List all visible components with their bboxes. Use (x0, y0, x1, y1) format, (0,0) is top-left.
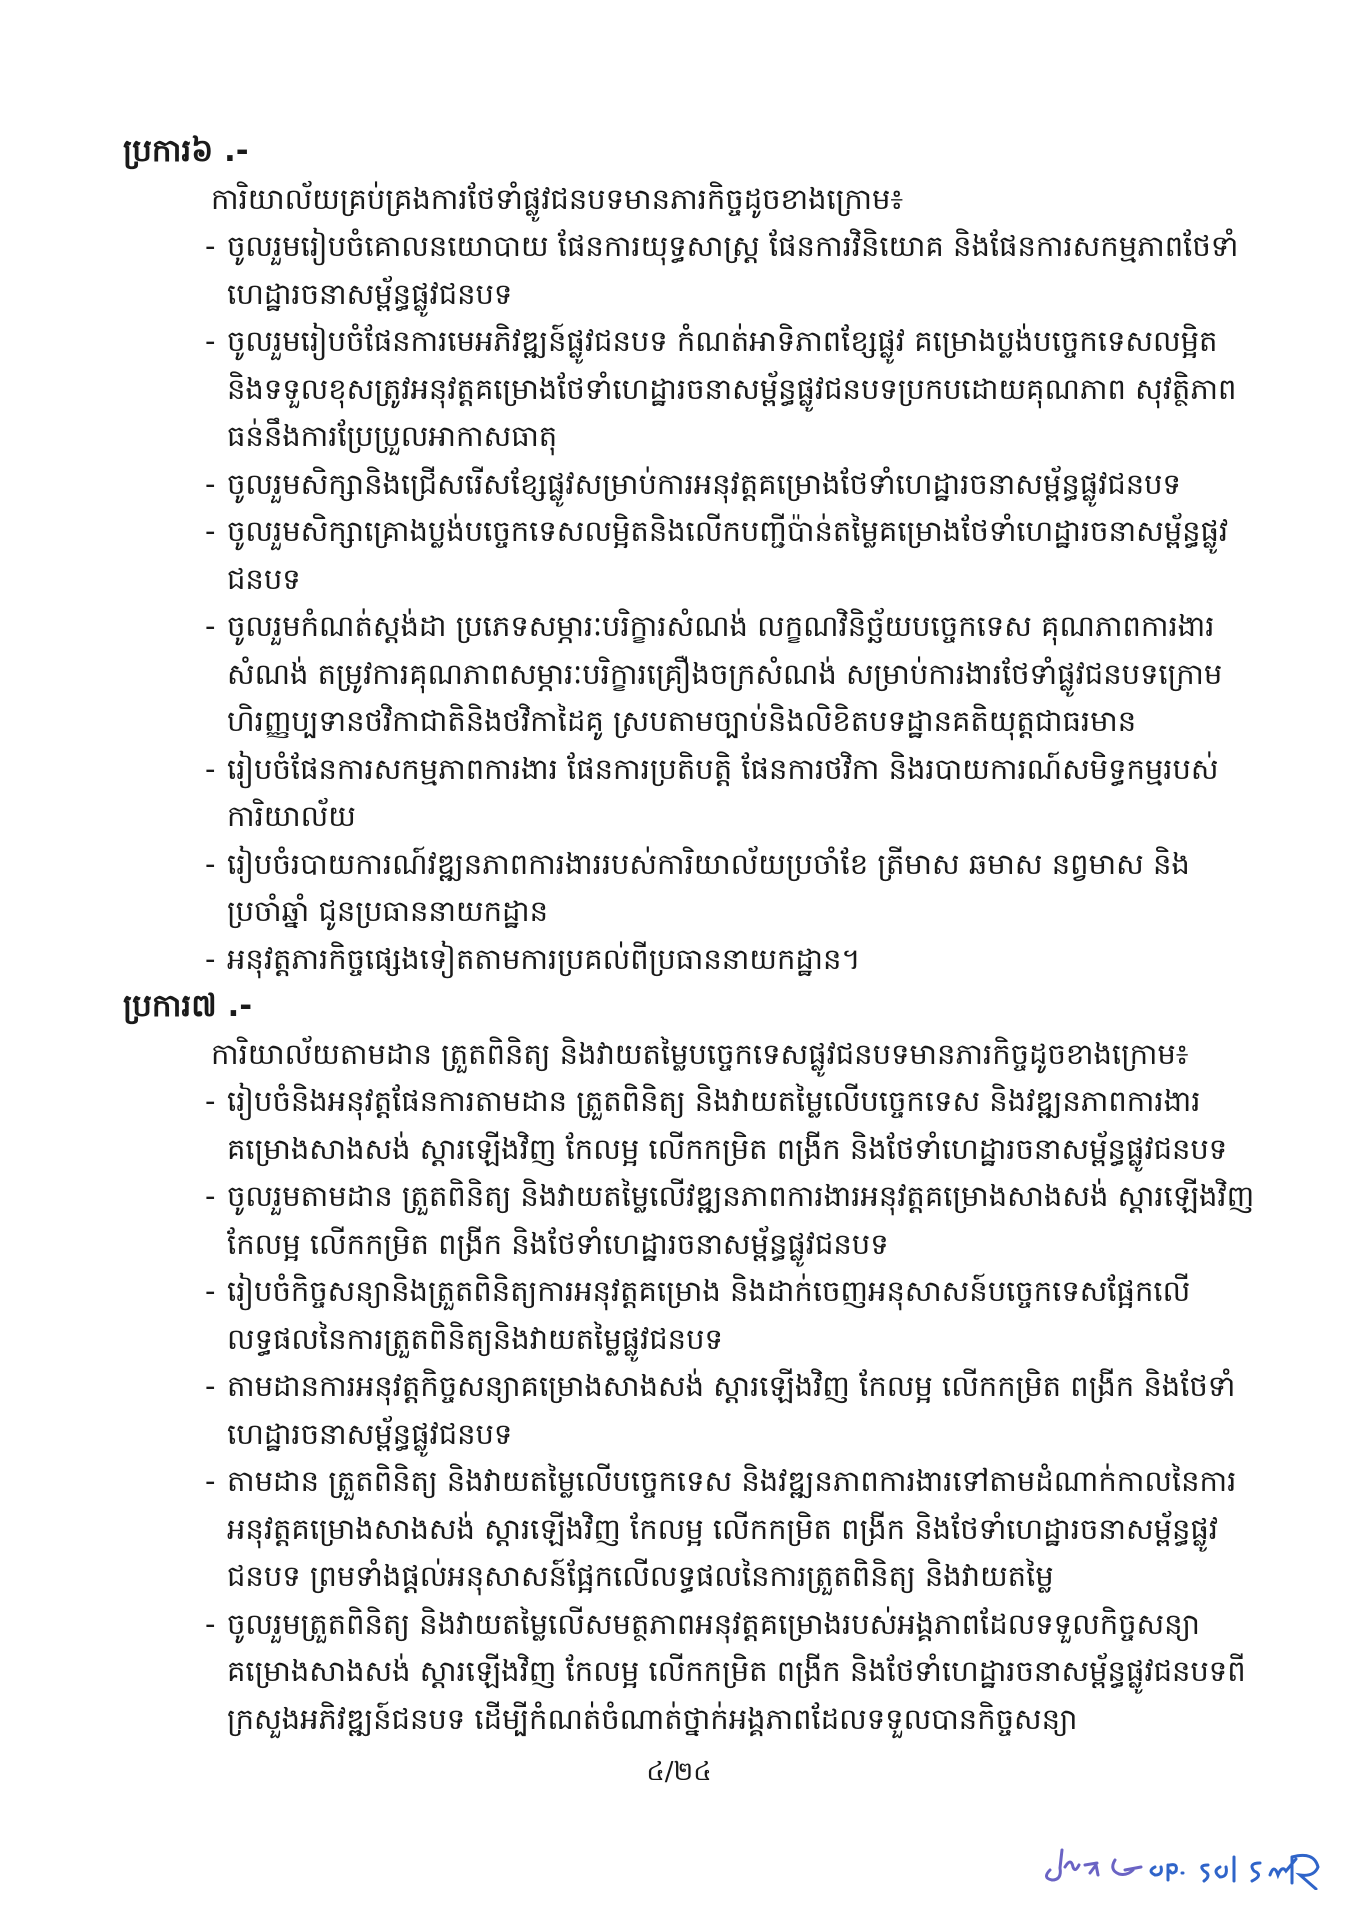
list-item-line: គម្រោងសាងសង់ ស្តារឡើងវិញ កែលម្អ លើកកម្រិត ពង្រីក និងថែទាំហេដ្ឋារចនាសម្ព័ន្ធផ្លូវជនបទ (227, 1131, 1228, 1166)
list-item-line: សំណង់ តម្រូវការគុណភាពសម្ភារៈបរិក្ខារគ្រឿងចក្រសំណង់ សម្រាប់ការងារថែទាំផ្លូវជនបទក្រោម (227, 656, 1223, 691)
list-item-line: ជនបទ ព្រមទាំងផ្តល់អនុសាសន៍ផ្អែកលើលទ្ធផលនៃការត្រួតពិនិត្យ និងវាយតម្លៃ (227, 1559, 1054, 1593)
bullet-dash: - (205, 1369, 216, 1403)
bullet-dash: - (205, 1274, 216, 1308)
list-item-line: ហិរញ្ញប្បទានថវិកាជាតិនិងថវិកាដៃគូ ស្របតាមច្បាប់និងលិខិតបទដ្ឋានគតិយុត្តជាធរមាន (227, 704, 1137, 738)
list-item-line: គម្រោងសាងសង់ ស្តារឡើងវិញ កែលម្អ លើកកម្រិត ពង្រីក និងថែទាំហេដ្ឋារចនាសម្ព័ន្ធផ្លូវជនបទពី (227, 1654, 1246, 1688)
list-item (205, 841, 1243, 936)
section-intro: ការិយាល័យគ្រប់គ្រងការថែទាំផ្លូវជនបទមានភារកិច្ចដូចខាងក្រោម៖ (211, 181, 904, 216)
list-item-line: កែលម្អ លើកកម្រិត ពង្រីក និងថែទាំហេដ្ឋារចនាសម្ព័ន្ធផ្លូវជនបទ (227, 1226, 889, 1261)
bullet-dash: - (205, 609, 216, 643)
list-item (205, 461, 1243, 509)
list-item (205, 1363, 1243, 1458)
list-item-line: និងទទួលខុសត្រូវអនុវត្តគម្រោងថែទាំហេដ្ឋារចនាសម្ព័ន្ធផ្លូវជនបទប្រកបដោយគុណភាព សុវត្ថិភាព (227, 371, 1237, 406)
list-item-line: រៀបចំកិច្ចសន្យានិងត្រួតពិនិត្យការអនុវត្តគម្រោង និងដាក់ចេញអនុសាសន៍បច្ចេកទេសផ្អែកលើ (227, 1274, 1191, 1308)
bullet-dash: - (205, 751, 216, 786)
list-item-line: ចូលរួមសិក្សាគ្រោងប្លង់បច្ចេកទេសលម្អិតនិងលើកបញ្ជីប៉ាន់តម្លៃគម្រោងថែទាំហេដ្ឋារចនាសម្ព័ន្ធផ្លូវ (227, 514, 1229, 548)
list-item-line: ចូលរួមត្រួតពិនិត្យ និងវាយតម្លៃលើសមត្ថភាពអនុវត្តគម្រោងរបស់អង្គភាពដែលទទួលកិច្ចសន្យា (227, 1606, 1200, 1641)
list-item-line: ជនបទ (227, 561, 301, 596)
list-item (205, 1458, 1243, 1601)
signature-initials (1030, 1835, 1350, 1890)
list-item-line: ចូលរួមរៀបចំផែនការមេអភិវឌ្ឍន៍ផ្លូវជនបទ កំណត់អាទិភាពខ្សែផ្លូវ គម្រោងប្លង់បច្ចេកទេសលម្អិត (227, 324, 1218, 358)
list-item (205, 746, 1243, 841)
list-item (205, 223, 1243, 318)
list-item-line: តាមដានការអនុវត្តកិច្ចសន្យាគម្រោងសាងសង់ ស្តារឡើងវិញ កែលម្អ លើកកម្រិត ពង្រីក និងថែទាំ (227, 1369, 1236, 1403)
bullet-dash: - (205, 514, 216, 548)
list-item-line: ធន់នឹងការប្រែប្រួលអាកាសធាតុ (227, 419, 558, 453)
bullet-dash: - (205, 941, 216, 976)
list-item (205, 1173, 1255, 1268)
bullet-dash: - (205, 1464, 216, 1498)
list-item-line: អនុវត្តគម្រោងសាងសង់ ស្តារឡើងវិញ កែលម្អ លើកកម្រិត ពង្រីក និងថែទាំហេដ្ឋារចនាសម្ព័ន្ធផ្លូវ (227, 1511, 1218, 1546)
list-item-line: រៀបចំផែនការសកម្មភាពការងារ ផែនការប្រតិបត្តិ ផែនការថវិកា និងរបាយការណ៍សមិទ្ធកម្មរបស់ (227, 751, 1219, 786)
list-item-line: ប្រចាំឆ្នាំ ជូនប្រធាននាយកដ្ឋាន (227, 894, 549, 928)
list-item-line: រៀបចំនិងអនុវត្តផែនការតាមដាន ត្រួតពិនិត្យ និងវាយតម្លៃលើបច្ចេកទេស និងវឌ្ឍនភាពការងារ (227, 1084, 1201, 1118)
section-intro: ការិយាល័យតាមដាន ត្រួតពិនិត្យ និងវាយតម្លៃបច្ចេកទេសផ្លូវជនបទមានភារកិច្ចដូចខាងក្រោម៖ (211, 1036, 1189, 1071)
list-item-line: ចូលរួមកំណត់ស្តង់ដា ប្រភេទសម្ភារៈបរិក្ខារសំណង់ លក្ខណវិនិច្ឆ័យបច្ចេកទេស គុណភាពការងារ (227, 609, 1215, 643)
list-item-line: លទ្ធផលនៃការត្រួតពិនិត្យនិងវាយតម្លៃផ្លូវជនបទ (227, 1321, 723, 1356)
list-item (205, 603, 1243, 746)
bullet-dash: - (205, 466, 216, 501)
list-item-line: ក្រសួងអភិវឌ្ឍន៍ជនបទ ដើម្បីកំណត់ចំណាត់ថ្នាក់អង្គភាពដែលទទួលបានកិច្ចសន្យា (227, 1701, 1078, 1736)
list-item-line: ហេដ្ឋារចនាសម្ព័ន្ធផ្លូវជនបទ (227, 1416, 513, 1451)
list-item-line: ចូលរួមតាមដាន ត្រួតពិនិត្យ និងវាយតម្លៃលើវឌ្ឍនភាពការងារអនុវត្តគម្រោងសាងសង់ ស្តារឡើងវិញ (227, 1179, 1255, 1213)
list-item-line: អនុវត្តភារកិច្ចផ្សេងទៀតតាមការប្រគល់ពីប្រធាននាយកដ្ឋាន។ (227, 941, 861, 976)
list-item (205, 936, 1243, 984)
list-item-line: ចូលរួមសិក្សានិងជ្រើសរើសខ្សែផ្លូវសម្រាប់ការអនុវត្តគម្រោងថែទាំហេដ្ឋារចនាសម្ព័ន្ធផ្លូវជនបទ (227, 466, 1181, 501)
bullet-dash: - (205, 1606, 216, 1641)
document-body (123, 128, 1255, 1743)
list-item (205, 508, 1243, 603)
list-item (205, 1078, 1243, 1173)
list-item (205, 1268, 1243, 1363)
section-heading: ប្រការ៧ .- (123, 988, 253, 1024)
section-heading: ប្រការ៦ .- (123, 133, 249, 169)
bullet-dash: - (205, 229, 216, 263)
list-item-line: រៀបចំរបាយការណ៍វឌ្ឍនភាពការងាររបស់ការិយាល័យប្រចាំខែ ត្រីមាស ឆមាស នព្វមាស និង (227, 846, 1190, 881)
list-item-line: ហេដ្ឋារចនាសម្ព័ន្ធផ្លូវជនបទ (227, 276, 513, 311)
list-item (205, 318, 1243, 461)
list-item (205, 1601, 1246, 1744)
page-number: ៤/២៤ (646, 1757, 712, 1787)
bullet-dash: - (205, 324, 216, 358)
list-item-line: ការិយាល័យ (227, 799, 356, 833)
bullet-dash: - (205, 846, 216, 881)
bullet-dash: - (205, 1084, 216, 1118)
list-item-line: តាមដាន ត្រួតពិនិត្យ និងវាយតម្លៃលើបច្ចេកទេស និងវឌ្ឍនភាពការងារទៅតាមដំណាក់កាលនៃការ (227, 1464, 1237, 1498)
list-item-line: ចូលរួមរៀបចំគោលនយោបាយ ផែនការយុទ្ធសាស្ត្រ ផែនការវិនិយោគ និងផែនការសកម្មភាពថែទាំ (227, 229, 1239, 263)
bullet-dash: - (205, 1179, 216, 1213)
